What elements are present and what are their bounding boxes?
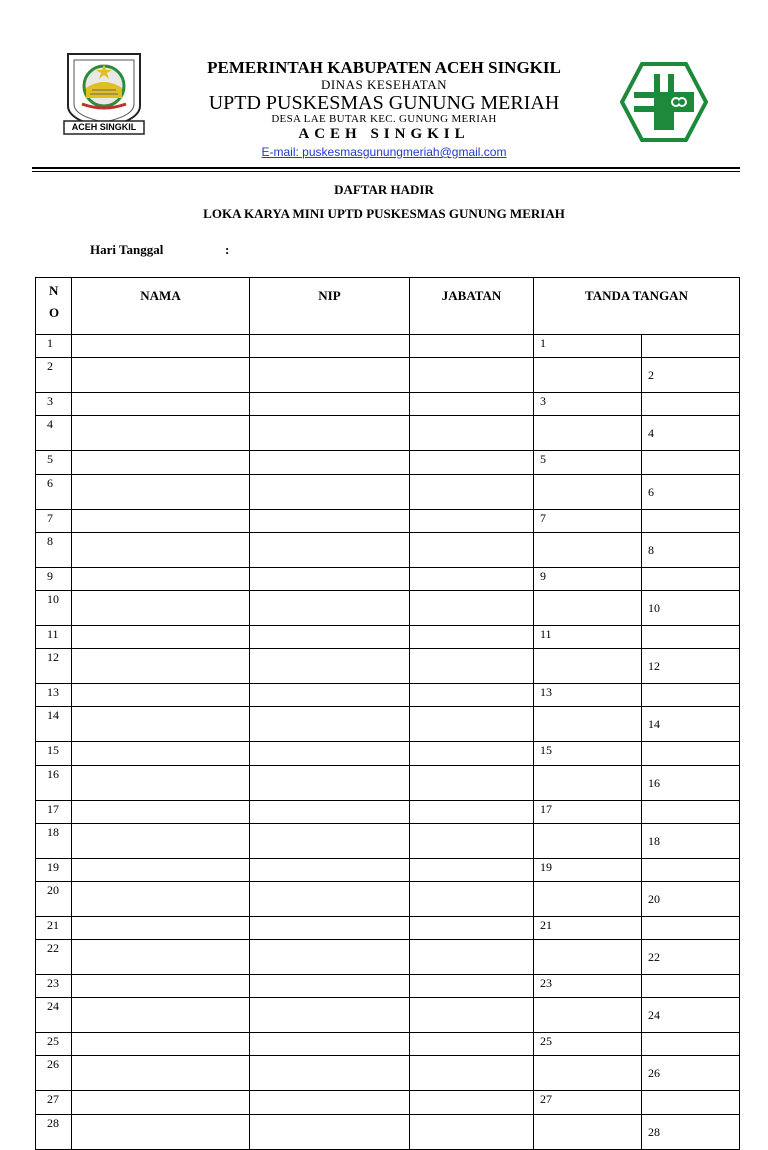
nama-cell[interactable] <box>72 823 250 858</box>
nama-cell[interactable] <box>72 625 250 648</box>
table-row <box>36 625 740 648</box>
nip-cell[interactable] <box>250 358 410 393</box>
signature-right-cell[interactable]: 12 <box>642 649 740 684</box>
jabatan-cell[interactable] <box>410 940 534 975</box>
nama-cell[interactable] <box>72 1033 250 1056</box>
nama-cell[interactable] <box>72 393 250 416</box>
table-header-row <box>36 278 740 335</box>
table-row <box>36 335 740 358</box>
jabatan-cell[interactable] <box>410 625 534 648</box>
jabatan-cell[interactable] <box>410 975 534 998</box>
jabatan-cell[interactable] <box>410 335 534 358</box>
nip-cell[interactable] <box>250 684 410 707</box>
nama-cell[interactable] <box>72 881 250 916</box>
jabatan-cell[interactable] <box>410 881 534 916</box>
nip-cell[interactable] <box>250 649 410 684</box>
nama-cell[interactable] <box>72 451 250 474</box>
jabatan-cell[interactable] <box>410 858 534 881</box>
jabatan-cell[interactable] <box>410 1091 534 1114</box>
institution-name: UPTD PUSKESMAS GUNUNG MERIAH <box>208 92 560 114</box>
jabatan-cell[interactable] <box>410 1114 534 1149</box>
signature-right-cell[interactable] <box>642 509 740 532</box>
nama-cell[interactable] <box>72 1091 250 1114</box>
signature-right-cell[interactable] <box>642 742 740 765</box>
signature-right-cell[interactable]: 16 <box>642 765 740 800</box>
signature-left-cell[interactable] <box>534 358 642 393</box>
signature-right-cell[interactable] <box>642 393 740 416</box>
table-row <box>36 393 740 416</box>
table-row <box>36 416 740 451</box>
nip-cell[interactable] <box>250 532 410 567</box>
nip-cell[interactable] <box>250 858 410 881</box>
nip-cell[interactable] <box>250 1114 410 1149</box>
nip-cell[interactable] <box>250 823 410 858</box>
department-name: DINAS KESEHATAN <box>321 77 447 92</box>
nama-cell[interactable] <box>72 649 250 684</box>
row-number: 27 <box>36 1091 72 1114</box>
row-number: 25 <box>36 1033 72 1056</box>
email-link[interactable]: E-mail: puskesmasgunungmeriah@gmail.com <box>261 145 507 159</box>
jabatan-cell[interactable] <box>410 684 534 707</box>
signature-left-cell[interactable] <box>534 707 642 742</box>
jabatan-cell[interactable] <box>410 998 534 1033</box>
signature-right-cell[interactable]: 4 <box>642 416 740 451</box>
signature-left-cell[interactable]: 23 <box>534 975 642 998</box>
row-number: 21 <box>36 916 72 939</box>
signature-left-cell[interactable] <box>534 1114 642 1149</box>
jabatan-cell[interactable] <box>410 474 534 509</box>
signature-right-cell[interactable] <box>642 335 740 358</box>
row-number: 15 <box>36 742 72 765</box>
signature-right-cell[interactable] <box>642 858 740 881</box>
row-number: 4 <box>36 416 72 451</box>
table-row <box>36 684 740 707</box>
jabatan-cell[interactable] <box>410 707 534 742</box>
row-number: 13 <box>36 684 72 707</box>
row-number: 11 <box>36 625 72 648</box>
row-number: 14 <box>36 707 72 742</box>
signature-right-cell[interactable] <box>642 567 740 590</box>
emblem-label: ACEH SINGKIL <box>71 122 137 132</box>
signature-left-cell[interactable]: 27 <box>534 1091 642 1114</box>
signature-right-cell[interactable] <box>642 451 740 474</box>
header-tanda-tangan: TANDA TANGAN <box>534 278 740 335</box>
nama-cell[interactable] <box>72 940 250 975</box>
signature-left-cell[interactable]: 11 <box>534 625 642 648</box>
row-number: 24 <box>36 998 72 1033</box>
row-number: 23 <box>36 975 72 998</box>
table-row <box>36 358 740 393</box>
nama-cell[interactable] <box>72 567 250 590</box>
signature-right-cell[interactable]: 28 <box>642 1114 740 1149</box>
hari-tanggal-separator: : <box>225 242 230 257</box>
signature-left-cell[interactable]: 19 <box>534 858 642 881</box>
table-row <box>36 532 740 567</box>
row-number: 6 <box>36 474 72 509</box>
table-row <box>36 858 740 881</box>
jabatan-cell[interactable] <box>410 393 534 416</box>
table-row <box>36 567 740 590</box>
row-number: 18 <box>36 823 72 858</box>
row-number: 16 <box>36 765 72 800</box>
nama-cell[interactable] <box>72 358 250 393</box>
table-row <box>36 1114 740 1149</box>
nama-cell[interactable] <box>72 998 250 1033</box>
row-number: 19 <box>36 858 72 881</box>
jabatan-cell[interactable] <box>410 765 534 800</box>
signature-left-cell[interactable] <box>534 649 642 684</box>
nip-cell[interactable] <box>250 881 410 916</box>
table-row <box>36 707 740 742</box>
nip-cell[interactable] <box>250 509 410 532</box>
signature-left-cell[interactable] <box>534 765 642 800</box>
government-name: PEMERINTAH KABUPATEN ACEH SINGKIL <box>207 58 561 77</box>
header-no-label: N O <box>49 283 60 320</box>
region-name: ACEH SINGKIL <box>298 126 470 142</box>
nama-cell[interactable] <box>72 858 250 881</box>
table-row <box>36 823 740 858</box>
signature-left-cell[interactable]: 15 <box>534 742 642 765</box>
row-number: 3 <box>36 393 72 416</box>
table-row <box>36 881 740 916</box>
signature-right-cell[interactable] <box>642 975 740 998</box>
puskesmas-cross-icon <box>620 62 708 142</box>
nip-cell[interactable] <box>250 474 410 509</box>
table-row <box>36 765 740 800</box>
jabatan-cell[interactable] <box>410 1033 534 1056</box>
nama-cell[interactable] <box>72 707 250 742</box>
signature-left-cell[interactable] <box>534 590 642 625</box>
table-row <box>36 800 740 823</box>
nip-cell[interactable] <box>250 1033 410 1056</box>
row-number: 28 <box>36 1114 72 1149</box>
signature-right-cell[interactable]: 6 <box>642 474 740 509</box>
table-row <box>36 590 740 625</box>
header-jabatan: JABATAN <box>410 278 534 335</box>
signature-left-cell[interactable]: 9 <box>534 567 642 590</box>
table-row <box>36 1056 740 1091</box>
signature-left-cell[interactable]: 3 <box>534 393 642 416</box>
nama-cell[interactable] <box>72 765 250 800</box>
jabatan-cell[interactable] <box>410 1056 534 1091</box>
header-divider-thin <box>32 171 740 172</box>
table-row <box>36 474 740 509</box>
nip-cell[interactable] <box>250 416 410 451</box>
signature-left-cell[interactable] <box>534 416 642 451</box>
header-no <box>36 278 72 335</box>
signature-left-cell[interactable] <box>534 532 642 567</box>
header-nama: NAMA <box>72 278 250 335</box>
signature-left-cell[interactable] <box>534 474 642 509</box>
nama-cell[interactable] <box>72 684 250 707</box>
nip-cell[interactable] <box>250 1056 410 1091</box>
signature-left-cell[interactable] <box>534 823 642 858</box>
row-number: 20 <box>36 881 72 916</box>
nip-cell[interactable] <box>250 393 410 416</box>
table-row <box>36 940 740 975</box>
jabatan-cell[interactable] <box>410 509 534 532</box>
signature-left-cell[interactable] <box>534 1056 642 1091</box>
jabatan-cell[interactable] <box>410 916 534 939</box>
signature-right-cell[interactable]: 22 <box>642 940 740 975</box>
table-row <box>36 975 740 998</box>
signature-right-cell[interactable]: 20 <box>642 881 740 916</box>
nama-cell[interactable] <box>72 416 250 451</box>
table-row <box>36 742 740 765</box>
signature-right-cell[interactable]: 18 <box>642 823 740 858</box>
row-number: 5 <box>36 451 72 474</box>
header-nip: NIP <box>250 278 410 335</box>
nama-cell[interactable] <box>72 975 250 998</box>
row-number: 1 <box>36 335 72 358</box>
nip-cell[interactable] <box>250 998 410 1033</box>
hari-tanggal-label: Hari Tanggal <box>90 242 164 257</box>
signature-left-cell[interactable] <box>534 881 642 916</box>
nama-cell[interactable] <box>72 1114 250 1149</box>
signature-left-cell[interactable]: 17 <box>534 800 642 823</box>
row-number: 9 <box>36 567 72 590</box>
nip-cell[interactable] <box>250 765 410 800</box>
signature-right-cell[interactable]: 8 <box>642 532 740 567</box>
document-subtitle: LOKA KARYA MINI UPTD PUSKESMAS GUNUNG MERIAH <box>203 206 565 221</box>
signature-right-cell[interactable]: 10 <box>642 590 740 625</box>
signature-right-cell[interactable] <box>642 625 740 648</box>
signature-left-cell[interactable]: 25 <box>534 1033 642 1056</box>
jabatan-cell[interactable] <box>410 800 534 823</box>
nama-cell[interactable] <box>72 590 250 625</box>
nip-cell[interactable] <box>250 975 410 998</box>
nama-cell[interactable] <box>72 474 250 509</box>
table-row <box>36 1091 740 1114</box>
row-number: 8 <box>36 532 72 567</box>
nama-cell[interactable] <box>72 532 250 567</box>
signature-left-cell[interactable]: 7 <box>534 509 642 532</box>
signature-left-cell[interactable]: 5 <box>534 451 642 474</box>
jabatan-cell[interactable] <box>410 451 534 474</box>
jabatan-cell[interactable] <box>410 416 534 451</box>
nip-cell[interactable] <box>250 707 410 742</box>
nip-cell[interactable] <box>250 1091 410 1114</box>
row-number: 12 <box>36 649 72 684</box>
jabatan-cell[interactable] <box>410 649 534 684</box>
row-number: 22 <box>36 940 72 975</box>
table-row <box>36 509 740 532</box>
signature-right-cell[interactable] <box>642 1091 740 1114</box>
signature-left-cell[interactable]: 1 <box>534 335 642 358</box>
signature-right-cell[interactable] <box>642 800 740 823</box>
signature-right-cell[interactable] <box>642 684 740 707</box>
jabatan-cell[interactable] <box>410 358 534 393</box>
nip-cell[interactable] <box>250 451 410 474</box>
signature-right-cell[interactable]: 14 <box>642 707 740 742</box>
jabatan-cell[interactable] <box>410 742 534 765</box>
row-number: 7 <box>36 509 72 532</box>
table-row <box>36 916 740 939</box>
nama-cell[interactable] <box>72 800 250 823</box>
signature-right-cell[interactable]: 2 <box>642 358 740 393</box>
nama-cell[interactable] <box>72 509 250 532</box>
row-number: 17 <box>36 800 72 823</box>
header-divider-thick <box>32 167 740 169</box>
jabatan-cell[interactable] <box>410 823 534 858</box>
document-title: DAFTAR HADIR <box>334 182 434 197</box>
signature-right-cell[interactable] <box>642 916 740 939</box>
table-row <box>36 451 740 474</box>
signature-left-cell[interactable] <box>534 998 642 1033</box>
nip-cell[interactable] <box>250 742 410 765</box>
nip-cell[interactable] <box>250 916 410 939</box>
jabatan-cell[interactable] <box>410 532 534 567</box>
signature-right-cell[interactable] <box>642 1033 740 1056</box>
jabatan-cell[interactable] <box>410 567 534 590</box>
nip-cell[interactable] <box>250 625 410 648</box>
nama-cell[interactable] <box>72 916 250 939</box>
table-row <box>36 998 740 1033</box>
signature-left-cell[interactable]: 21 <box>534 916 642 939</box>
nip-cell[interactable] <box>250 335 410 358</box>
nama-cell[interactable] <box>72 335 250 358</box>
signature-left-cell[interactable] <box>534 940 642 975</box>
nama-cell[interactable] <box>72 742 250 765</box>
row-number: 10 <box>36 590 72 625</box>
table-row <box>36 649 740 684</box>
nip-cell[interactable] <box>250 800 410 823</box>
attendance-table <box>35 277 740 1150</box>
jabatan-cell[interactable] <box>410 590 534 625</box>
nip-cell[interactable] <box>250 567 410 590</box>
nip-cell[interactable] <box>250 590 410 625</box>
nip-cell[interactable] <box>250 940 410 975</box>
signature-right-cell[interactable]: 26 <box>642 1056 740 1091</box>
row-number: 2 <box>36 358 72 393</box>
table-row <box>36 1033 740 1056</box>
row-number: 26 <box>36 1056 72 1091</box>
signature-left-cell[interactable]: 13 <box>534 684 642 707</box>
address-line: DESA LAE BUTAR KEC. GUNUNG MERIAH <box>271 113 497 125</box>
signature-right-cell[interactable]: 24 <box>642 998 740 1033</box>
nama-cell[interactable] <box>72 1056 250 1091</box>
